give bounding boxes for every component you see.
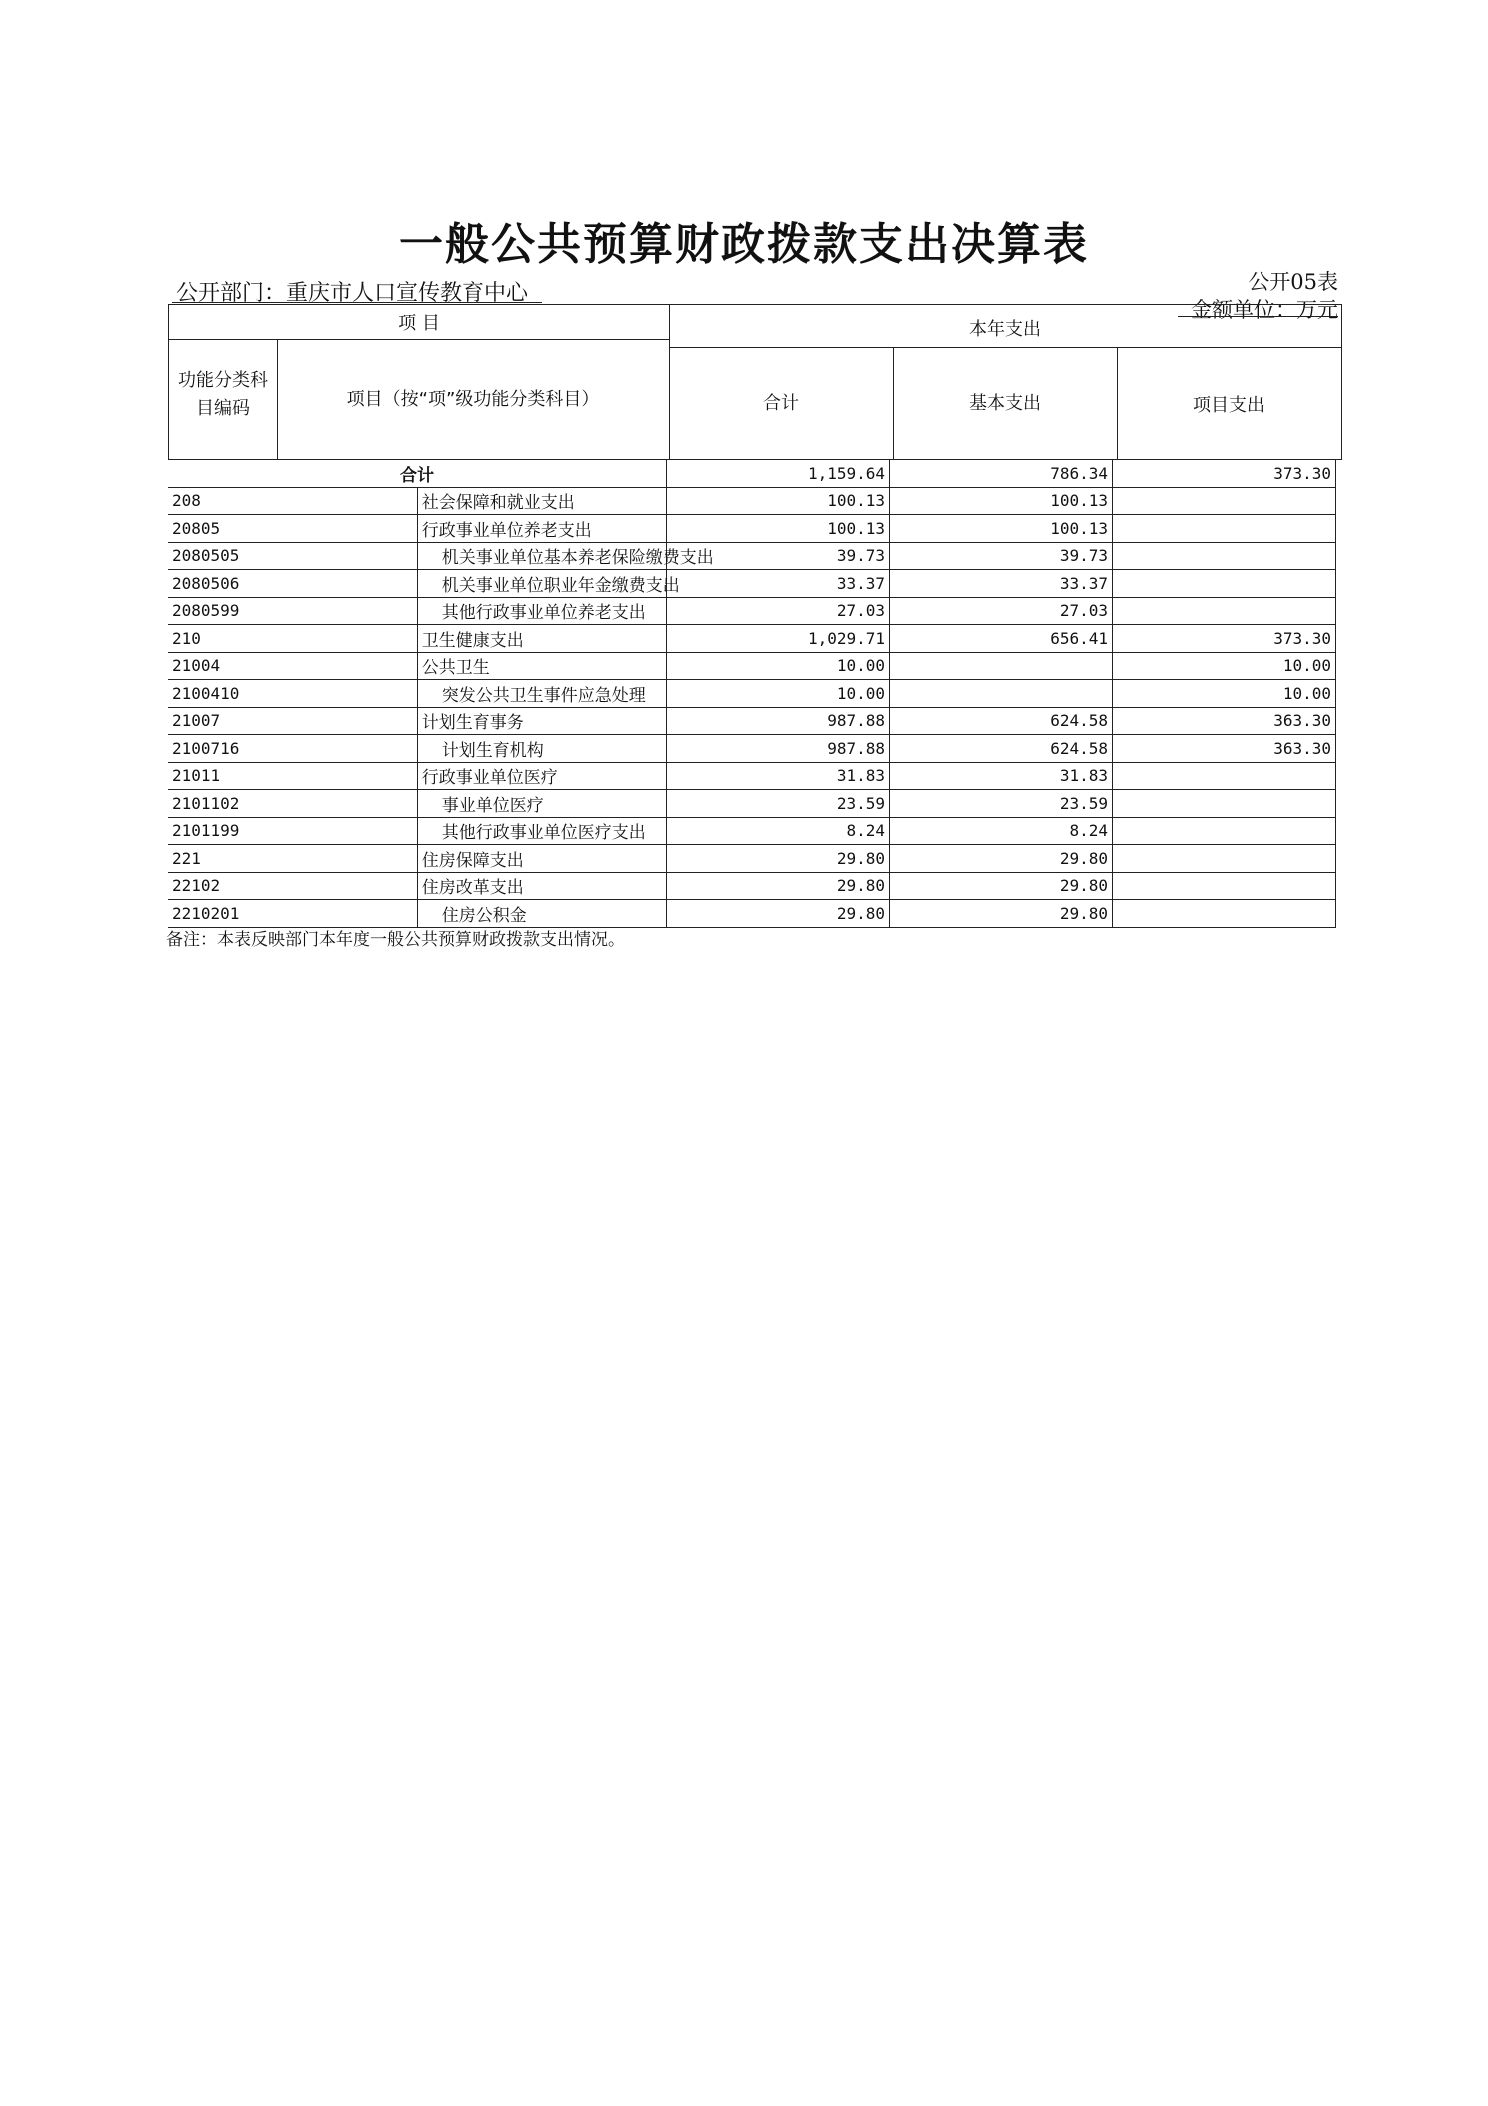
row-code: 2080505: [168, 542, 417, 570]
table-row: [168, 680, 1336, 708]
table-header: [168, 304, 1342, 460]
header-current-year: 本年支出: [969, 319, 1041, 340]
row-item: [1113, 845, 1336, 873]
row-code: 2101199: [168, 817, 417, 845]
row-basic: 624.58: [890, 735, 1113, 763]
row-basic: 100.13: [890, 515, 1113, 543]
row-basic: 29.80: [890, 872, 1113, 900]
row-name: 卫生健康支出: [417, 625, 666, 653]
expenditure-table: [168, 460, 1336, 928]
department-underline: [172, 302, 542, 303]
row-name: 机关事业单位基本养老保险缴费支出: [417, 542, 666, 570]
row-item: 363.30: [1113, 735, 1336, 763]
row-item: [1113, 790, 1336, 818]
row-basic: 29.80: [890, 845, 1113, 873]
table-row: [168, 707, 1336, 735]
row-total: 29.80: [667, 872, 890, 900]
row-basic: 656.41: [890, 625, 1113, 653]
table-row: [168, 900, 1336, 928]
row-total: 100.13: [667, 487, 890, 515]
header-total: 合计: [763, 393, 799, 414]
header-item: 项目支出: [1193, 395, 1265, 416]
row-basic: 39.73: [890, 542, 1113, 570]
table-row: [168, 515, 1336, 543]
table-row: [168, 735, 1336, 763]
row-name: 事业单位医疗: [417, 790, 666, 818]
header-basic: 基本支出: [969, 393, 1041, 414]
row-name: 公共卫生: [417, 652, 666, 680]
footnote: 备注：本表反映部门本年度一般公共预算财政拨款支出情况。: [166, 930, 625, 950]
row-name: 行政事业单位养老支出: [417, 515, 666, 543]
row-basic: 31.83: [890, 762, 1113, 790]
row-item: [1113, 872, 1336, 900]
row-basic: 8.24: [890, 817, 1113, 845]
table-row: [168, 652, 1336, 680]
table-row: [168, 845, 1336, 873]
row-total: 31.83: [667, 762, 890, 790]
row-total: 23.59: [667, 790, 890, 818]
row-item: [1113, 817, 1336, 845]
row-total: 10.00: [667, 652, 890, 680]
row-basic: 624.58: [890, 707, 1113, 735]
row-name: 住房公积金: [417, 900, 666, 928]
table-row: [168, 872, 1336, 900]
row-name: 住房改革支出: [417, 872, 666, 900]
row-item: 373.30: [1113, 625, 1336, 653]
row-code: 221: [168, 845, 417, 873]
row-code: 21011: [168, 762, 417, 790]
row-code: 2080506: [168, 570, 417, 598]
row-code: 2100716: [168, 735, 417, 763]
row-total: 987.88: [667, 735, 890, 763]
total-item: 373.30: [1113, 460, 1336, 487]
header-project-desc: 项目（按“项”级功能分类科目）: [346, 389, 600, 410]
total-row: [168, 460, 1336, 487]
row-total: 39.73: [667, 542, 890, 570]
row-basic: 27.03: [890, 597, 1113, 625]
table-row: [168, 790, 1336, 818]
row-total: 8.24: [667, 817, 890, 845]
table-row: [168, 570, 1336, 598]
row-name: 计划生育机构: [417, 735, 666, 763]
row-item: 10.00: [1113, 680, 1336, 708]
header-code: 功能分类科目编码: [178, 370, 268, 419]
row-code: 210: [168, 625, 417, 653]
table-row: [168, 487, 1336, 515]
row-basic: 33.37: [890, 570, 1113, 598]
row-total: 29.80: [667, 900, 890, 928]
row-basic: 100.13: [890, 487, 1113, 515]
row-name: 机关事业单位职业年金缴费支出: [417, 570, 666, 598]
total-label: 合计: [168, 460, 667, 487]
table-row: [168, 542, 1336, 570]
total-basic: 786.34: [890, 460, 1113, 487]
amount-unit: 金额单位：万元: [1191, 298, 1338, 322]
page-title: 一般公共预算财政拨款支出决算表: [399, 219, 1089, 270]
row-item: [1113, 570, 1336, 598]
row-total: 100.13: [667, 515, 890, 543]
table-row: [168, 817, 1336, 845]
table-row: [168, 762, 1336, 790]
row-code: 21004: [168, 652, 417, 680]
row-item: 10.00: [1113, 652, 1336, 680]
row-code: 22102: [168, 872, 417, 900]
row-name: 计划生育事务: [417, 707, 666, 735]
row-name: 突发公共卫生事件应急处理: [417, 680, 666, 708]
row-basic: 29.80: [890, 900, 1113, 928]
department-label: 公开部门：重庆市人口宣传教育中心: [176, 281, 529, 306]
row-name: 其他行政事业单位医疗支出: [417, 817, 666, 845]
row-total: 27.03: [667, 597, 890, 625]
row-item: [1113, 515, 1336, 543]
row-name: 其他行政事业单位养老支出: [417, 597, 666, 625]
header-project: 项 目: [398, 313, 440, 334]
row-code: 2080599: [168, 597, 417, 625]
row-total: 10.00: [667, 680, 890, 708]
row-code: 2210201: [168, 900, 417, 928]
row-basic: [890, 680, 1113, 708]
form-number: 公开05表: [1248, 270, 1338, 294]
row-item: [1113, 487, 1336, 515]
row-total: 33.37: [667, 570, 890, 598]
row-basic: 23.59: [890, 790, 1113, 818]
row-basic: [890, 652, 1113, 680]
row-item: [1113, 597, 1336, 625]
row-item: [1113, 762, 1336, 790]
row-name: 行政事业单位医疗: [417, 762, 666, 790]
row-name: 社会保障和就业支出: [417, 487, 666, 515]
total-total: 1,159.64: [667, 460, 890, 487]
row-code: 20805: [168, 515, 417, 543]
row-code: 2101102: [168, 790, 417, 818]
row-item: 363.30: [1113, 707, 1336, 735]
table-row: [168, 597, 1336, 625]
row-item: [1113, 900, 1336, 928]
row-total: 987.88: [667, 707, 890, 735]
row-name: 住房保障支出: [417, 845, 666, 873]
row-code: 208: [168, 487, 417, 515]
row-code: 21007: [168, 707, 417, 735]
row-total: 29.80: [667, 845, 890, 873]
row-code: 2100410: [168, 680, 417, 708]
table-row: [168, 625, 1336, 653]
row-item: [1113, 542, 1336, 570]
row-total: 1,029.71: [667, 625, 890, 653]
